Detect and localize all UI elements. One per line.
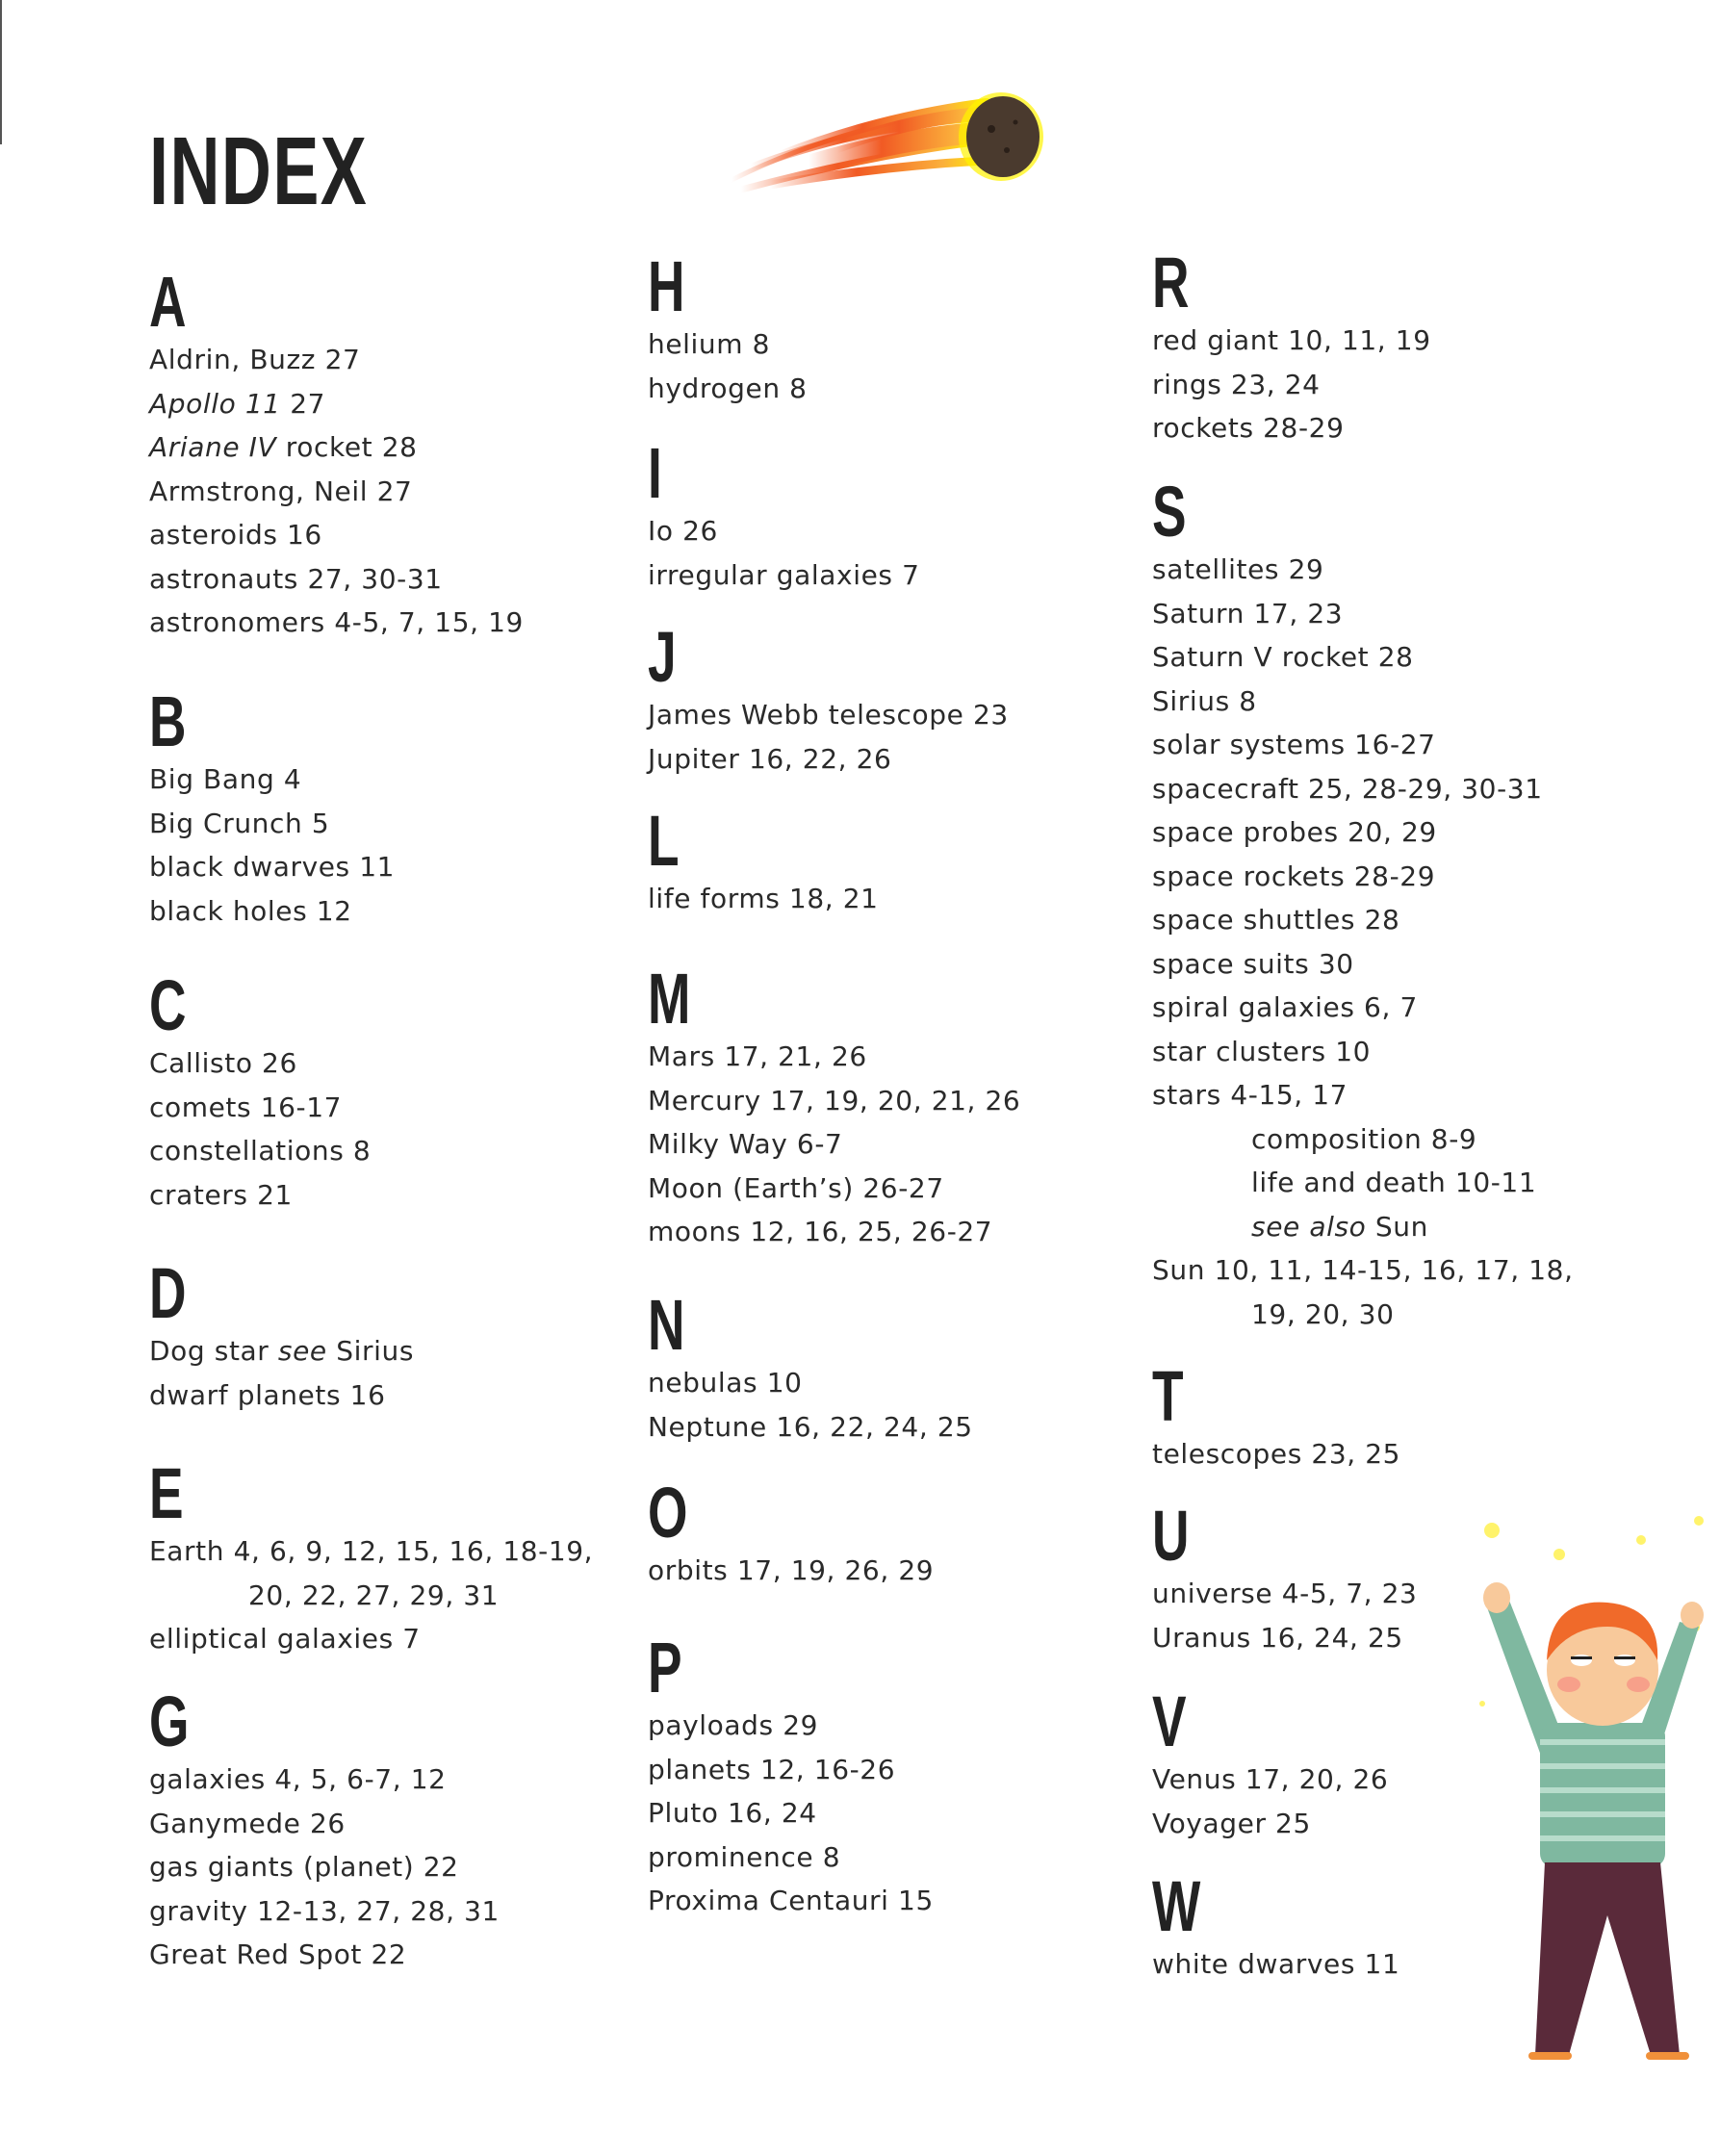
index-section-w (1152, 1866, 1400, 1987)
entry-text: constellations 8 (149, 1135, 372, 1167)
entry-text: spiral galaxies 6, 7 (1152, 991, 1418, 1023)
index-entry (648, 737, 1009, 782)
section-letter: B (149, 681, 187, 761)
index-entry (149, 845, 395, 889)
entry-text: comets 16-17 (149, 1091, 343, 1123)
entry-text: Venus 17, 20, 26 (1152, 1763, 1389, 1795)
entry-text: telescopes 23, 25 (1152, 1438, 1401, 1470)
section-letter: L (648, 801, 680, 881)
section-letter: V (1152, 1681, 1187, 1761)
section-letter: E (149, 1453, 184, 1533)
index-entry (149, 425, 524, 470)
index-section-l (648, 801, 879, 921)
index-section-v (1152, 1681, 1389, 1845)
entry-text: orbits 17, 19, 26, 29 (648, 1554, 935, 1586)
index-entry (149, 889, 395, 934)
entry-text: Big Crunch 5 (149, 807, 330, 839)
entry-text: Apollo 11 (149, 387, 281, 420)
index-entry (1152, 548, 1574, 592)
entry-text: Ganymede 26 (149, 1807, 346, 1839)
entry-text: moons 12, 16, 25, 26-27 (648, 1216, 993, 1247)
entry-text: star clusters 10 (1152, 1035, 1372, 1067)
entry-text: Mars 17, 21, 26 (648, 1040, 867, 1072)
index-entry (1152, 1073, 1574, 1117)
index-entry (149, 1845, 500, 1889)
index-entry (149, 1173, 371, 1218)
index-entry (1152, 1572, 1417, 1616)
entry-text: black dwarves 11 (149, 851, 396, 883)
index-entry (149, 1617, 593, 1661)
entry-text: irregular galaxies 7 (648, 558, 920, 591)
section-letter: M (648, 959, 691, 1039)
entry-text: James Webb telescope 23 (648, 699, 1009, 731)
index-entry (149, 513, 524, 557)
index-entry (1152, 1802, 1388, 1846)
entry-text: 27 (280, 387, 326, 420)
entry-text: Ariane IV (149, 431, 277, 463)
index-entry (149, 1129, 371, 1173)
section-letter: W (1152, 1866, 1201, 1946)
section-letter: C (149, 965, 187, 1045)
index-subentry (1152, 1205, 1574, 1249)
index-entry (648, 509, 920, 553)
index-entry (1152, 898, 1574, 942)
index-section-m (648, 959, 1021, 1254)
index-section-c (149, 965, 372, 1217)
entry-text: Uranus 16, 24, 25 (1152, 1621, 1403, 1654)
section-letter: P (648, 1628, 682, 1707)
entry-text: Sun 10, 11, 14-15, 16, 17, 18, (1152, 1254, 1574, 1286)
entry-text: Io 26 (648, 515, 718, 547)
entry-text: satellites 29 (1152, 553, 1324, 585)
index-section-i (648, 433, 920, 597)
entry-text: hydrogen 8 (648, 372, 808, 404)
index-entry (149, 1802, 500, 1846)
index-entry (648, 1835, 934, 1880)
index-entry (648, 1361, 973, 1405)
entry-text: craters 21 (149, 1178, 293, 1211)
index-entry (648, 1167, 1020, 1211)
entry-text: Earth 4, 6, 9, 12, 15, 16, 18-19, (149, 1535, 594, 1567)
entry-text: elliptical galaxies 7 (149, 1623, 421, 1655)
index-entry (1152, 592, 1574, 636)
index-entry (648, 322, 808, 367)
index-entry (648, 553, 920, 598)
section-letter: H (648, 246, 685, 326)
index-entry (648, 1405, 973, 1450)
entry-text: spacecraft 25, 28-29, 30-31 (1152, 772, 1543, 805)
index-section-u (1152, 1496, 1418, 1659)
index-section-e (149, 1453, 594, 1661)
index-entry (1152, 1432, 1400, 1476)
index-section-g (149, 1681, 500, 1977)
section-letter: R (1152, 243, 1190, 322)
index-entry (1152, 363, 1431, 407)
index-section-r (1152, 243, 1431, 450)
entry-text: Neptune 16, 22, 24, 25 (648, 1410, 973, 1443)
entry-text: planets 12, 16-26 (648, 1753, 896, 1785)
entry-text: composition 8-9 (1251, 1122, 1477, 1155)
entry-text: solar systems 16-27 (1152, 729, 1436, 760)
index-entry (1152, 680, 1574, 724)
pants (1535, 1862, 1680, 2055)
entry-text: asteroids 16 (149, 519, 322, 551)
entry-text: dwarf planets 16 (149, 1378, 386, 1411)
entry-text: galaxies 4, 5, 6-7, 12 (149, 1763, 447, 1795)
entry-text: helium 8 (648, 328, 771, 360)
index-entry (1152, 1248, 1574, 1293)
entry-text: space suits 30 (1152, 947, 1354, 980)
entry-text: black holes 12 (149, 894, 352, 927)
index-entry (149, 1889, 500, 1934)
index-section-s (1152, 472, 1574, 1336)
entry-text: see (277, 1335, 327, 1367)
section-letter: T (1152, 1356, 1184, 1436)
index-entry (1152, 810, 1574, 855)
entry-text: Saturn V rocket 28 (1152, 641, 1414, 673)
entry-text: rings 23, 24 (1152, 368, 1321, 400)
index-entry (149, 757, 395, 802)
entry-text: Proxima Centauri 15 (648, 1885, 934, 1916)
index-entry (1152, 986, 1574, 1030)
index-entry (648, 1210, 1020, 1254)
comet-rock (966, 96, 1040, 177)
entry-text: 20, 22, 27, 29, 31 (248, 1578, 500, 1611)
entry-text: universe 4-5, 7, 23 (1152, 1578, 1418, 1609)
index-entry (149, 1373, 414, 1418)
entry-text: white dwarves 11 (1152, 1948, 1400, 1980)
index-entry (149, 1529, 593, 1574)
index-entry (149, 802, 395, 846)
index-entry (1152, 1942, 1399, 1987)
section-letter: I (648, 433, 662, 513)
entry-text: Callisto 26 (149, 1047, 297, 1079)
section-letter: U (1152, 1496, 1190, 1576)
section-letter: N (648, 1285, 685, 1365)
entry-text: space rockets 28-29 (1152, 860, 1436, 892)
index-entry (1152, 406, 1431, 450)
entry-text: gravity 12-13, 27, 28, 31 (149, 1894, 500, 1927)
index-entry (149, 601, 524, 645)
index-entry (1152, 319, 1431, 363)
index-entry (648, 877, 879, 921)
section-letter: A (149, 262, 187, 342)
entry-text: Voyager 25 (1152, 1807, 1311, 1839)
index-section-n (648, 1285, 973, 1449)
entry-text: Jupiter 16, 22, 26 (648, 742, 892, 775)
entry-text: life forms 18, 21 (648, 883, 879, 914)
entry-text: prominence 8 (648, 1840, 841, 1873)
index-entry (648, 1748, 934, 1792)
index-entry (149, 470, 524, 514)
index-entry (149, 1933, 500, 1977)
index-subentry (1152, 1117, 1574, 1162)
index-entry (149, 1041, 371, 1086)
index-entry (1152, 1030, 1574, 1074)
entry-text: astronauts 27, 30-31 (149, 562, 443, 595)
index-entry (149, 1758, 500, 1802)
entry-text: space shuttles 28 (1152, 904, 1400, 936)
index-entry (1152, 942, 1574, 987)
index-entry (1152, 1616, 1417, 1660)
entry-text: nebulas 10 (648, 1367, 803, 1399)
entry-text: rockets 28-29 (1152, 412, 1345, 444)
index-entry (149, 382, 524, 426)
entry-text: see also (1251, 1210, 1367, 1243)
index-entry (648, 1791, 934, 1835)
entry-text: space probes 20, 29 (1152, 816, 1437, 848)
entry-text: Moon (Earth’s) 26-27 (648, 1171, 944, 1204)
entry-text: Milky Way 6-7 (648, 1128, 843, 1160)
section-letter: S (1152, 472, 1187, 552)
section-letter: G (149, 1681, 190, 1761)
section-letter: D (149, 1253, 187, 1333)
index-entry (648, 1122, 1020, 1167)
entry-text: Armstrong, Neil 27 (149, 475, 413, 507)
index-section-o (648, 1473, 935, 1593)
page-edge (0, 0, 2, 144)
index-entry (648, 1879, 934, 1923)
index-entry (648, 1079, 1020, 1123)
index-subentry (1152, 1293, 1574, 1337)
index-entry (648, 1549, 934, 1593)
section-letter: O (648, 1473, 688, 1553)
index-entry (648, 1035, 1020, 1079)
entry-text: Great Red Spot 22 (149, 1938, 407, 1970)
entry-text: Pluto 16, 24 (648, 1797, 817, 1829)
index-entry (149, 1329, 414, 1373)
comet-tail (732, 103, 991, 190)
index-entry (1152, 1758, 1388, 1802)
entry-text: 19, 20, 30 (1251, 1297, 1395, 1330)
index-entry (1152, 635, 1574, 680)
entry-text: astronomers 4-5, 7, 15, 19 (149, 606, 524, 638)
index-section-a (149, 262, 524, 645)
entry-text: payloads 29 (648, 1709, 819, 1741)
index-entry (1152, 767, 1574, 811)
index-section-b (149, 681, 396, 933)
entry-text: Saturn 17, 23 (1152, 597, 1344, 629)
entry-text: Dog star (149, 1335, 278, 1367)
index-entry (648, 693, 1009, 737)
entry-text: life and death 10-11 (1251, 1167, 1537, 1198)
entry-text: gas giants (planet) 22 (149, 1851, 459, 1883)
entry-text: Aldrin, Buzz 27 (149, 344, 361, 375)
entry-text: stars 4-15, 17 (1152, 1079, 1348, 1111)
index-entry (648, 1704, 934, 1748)
entry-text: Big Bang 4 (149, 763, 302, 795)
section-letter: J (648, 617, 677, 697)
entry-text: Sun (1366, 1210, 1428, 1243)
index-section-h (648, 246, 808, 410)
index-section-d (149, 1253, 415, 1417)
index-entry (1152, 855, 1574, 899)
boy-illustration (1453, 1502, 1713, 2079)
entry-text: Mercury 17, 19, 20, 21, 26 (648, 1084, 1021, 1116)
index-entry (648, 367, 808, 411)
index-subentry (1152, 1161, 1574, 1205)
index-subentry (149, 1574, 593, 1618)
index-entry (1152, 723, 1574, 767)
index-section-t (1152, 1356, 1401, 1476)
comet-illustration (722, 89, 1049, 204)
index-section-p (648, 1628, 934, 1923)
page-title: INDEX (149, 117, 369, 225)
index-entry (149, 338, 524, 382)
entry-text: rocket 28 (276, 431, 418, 463)
entry-text: Sirius (326, 1335, 415, 1367)
index-entry (149, 557, 524, 602)
index-entry (149, 1086, 371, 1130)
entry-text: red giant 10, 11, 19 (1152, 324, 1431, 356)
entry-text: Sirius 8 (1152, 684, 1257, 717)
index-section-j (648, 617, 1009, 781)
